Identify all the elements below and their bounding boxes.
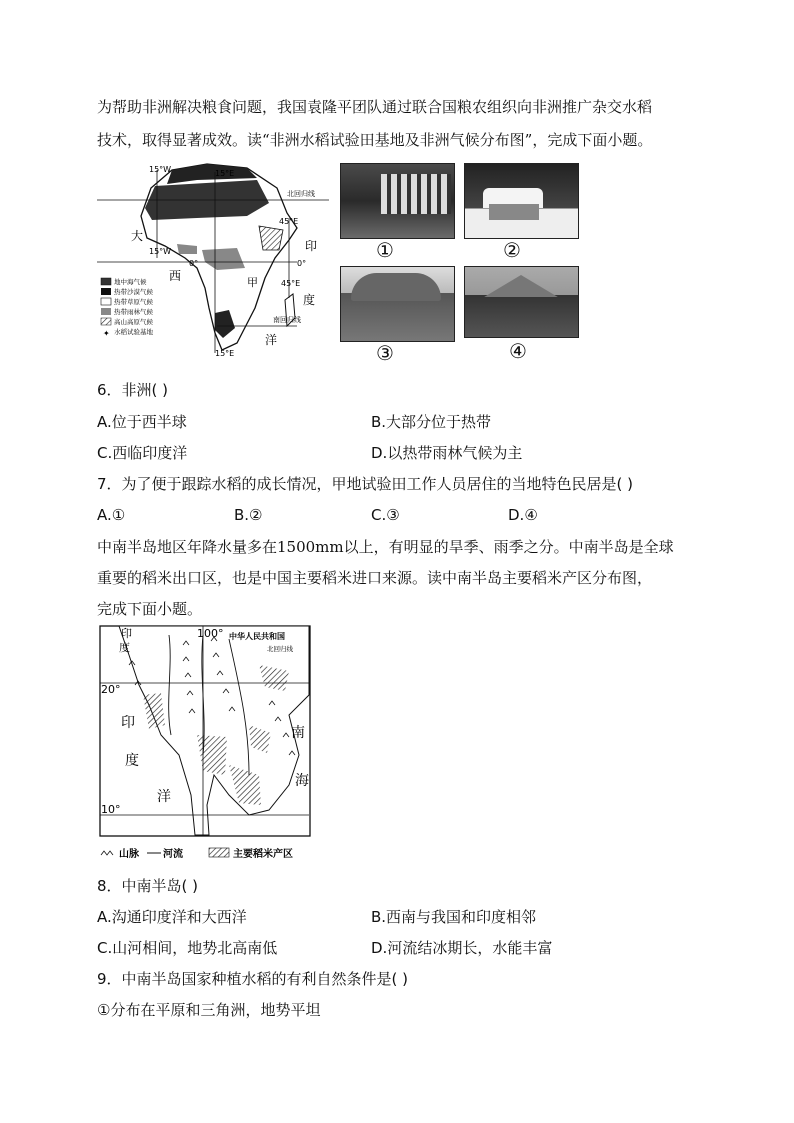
legend-savanna: 热带草原气候 — [114, 298, 153, 306]
intro2-line-2: 重要的稻米出口区，也是中国主要稻米进口来源。读中南半岛主要稻米产区分布图， — [97, 569, 653, 587]
q9-item-1: ①分布在平原和三角洲，地势平坦 — [97, 1001, 321, 1019]
ocean-yin-2: 印 — [121, 715, 135, 731]
tropic-n-label: 北回归线 — [287, 190, 315, 198]
legend-rainforest: 热带雨林气候 — [114, 308, 153, 316]
photo-label-4: ④ — [509, 339, 527, 363]
tropic-label-sea: 北回归线 — [267, 645, 293, 653]
china-label: 中华人民共和国 — [229, 632, 285, 641]
sea-hai: 海 — [295, 773, 309, 789]
q7-stem: 7．为了便于跟踪水稻的成长情况，甲地试验田工作人员居住的当地特色民居是( ) — [97, 475, 634, 493]
equator-left: 0° — [189, 259, 199, 268]
legend-river: 河流 — [163, 849, 183, 860]
q8-option-d[interactable]: D.河流结冰期长，水能丰富 — [371, 939, 553, 957]
legend-desert: 热带沙漠气候 — [114, 288, 153, 296]
lat-20-label: 20° — [101, 683, 121, 696]
photo-2-snow-house — [464, 163, 579, 239]
jia-label: 甲 — [247, 276, 258, 289]
lon-100-label: 100° — [197, 627, 224, 640]
lon-15e-top: 15°E — [215, 169, 235, 178]
photo-4-stilt-house — [464, 266, 579, 338]
q6-option-d[interactable]: D.以热带雨林气候为主 — [371, 444, 523, 462]
india-yin: 印 — [121, 627, 132, 640]
equator-right: 0° — [297, 259, 307, 268]
africa-climate-map — [97, 158, 329, 358]
india-du: 度 — [119, 641, 130, 654]
q7-option-c[interactable]: C.③ — [371, 506, 400, 524]
q7-option-b[interactable]: B.② — [234, 506, 263, 524]
intro2-line-1: 中南半岛地区年降水量多在1500mm以上，有明显的旱季、雨季之分。中南半岛是全球 — [97, 538, 674, 556]
q7-option-a[interactable]: A.① — [97, 506, 126, 524]
ocean-yin: 印 — [305, 239, 318, 253]
ocean-du: 度 — [303, 293, 316, 307]
sea-nan: 南 — [291, 725, 305, 741]
intro-line-2: 技术，取得显著成效。读“非洲水稻试验田基地及非洲气候分布图”，完成下面小题。 — [97, 131, 653, 149]
intro-line-1: 为帮助非洲解决粮食问题，我国袁隆平团队通过联合国粮农组织向非洲推广杂交水稻 — [97, 98, 653, 116]
lon-15w-top: 15°W — [149, 165, 172, 174]
legend-highland: 高山高原气候 — [114, 318, 153, 326]
legend-rice: 主要稻米产区 — [233, 849, 293, 860]
q8-stem: 8．中南半岛( ) — [97, 877, 199, 895]
q7-option-d[interactable]: D.④ — [508, 506, 538, 524]
ocean-da: 大 — [131, 229, 144, 243]
africa-legend — [101, 277, 154, 338]
legend-rice-base: 水稻试验基地 — [114, 328, 153, 336]
q8-option-a[interactable]: A.沟通印度洋和大西洋 — [97, 908, 247, 926]
photo-1-water-town — [340, 163, 455, 239]
tropic-s-label: 南回归线 — [273, 316, 301, 324]
q9-stem: 9．中南半岛国家种植水稻的有利自然条件是( ) — [97, 970, 409, 988]
ocean-du-2: 度 — [125, 753, 139, 769]
indochina-legend — [101, 847, 293, 860]
q6-option-b[interactable]: B.大部分位于热带 — [371, 413, 492, 431]
intro2-line-3: 完成下面小题。 — [97, 600, 203, 618]
legend-mountain: 山脉 — [119, 849, 139, 860]
q6-stem: 6．非洲( ) — [97, 381, 169, 399]
photo-label-3: ③ — [376, 341, 394, 365]
photo-3-grass-hut — [340, 266, 455, 342]
ocean-xi: 西 — [169, 269, 182, 283]
lon-15e-bot: 15°E — [215, 349, 235, 358]
ocean-yang-2: 洋 — [157, 789, 171, 805]
lon-45e-label: 45°E — [279, 217, 299, 226]
svg-text:✦: ✦ — [103, 329, 110, 338]
lon-45e-b: 45°E — [281, 279, 301, 288]
legend-mediterranean: 地中海气候 — [114, 278, 147, 286]
photo-label-2: ② — [503, 238, 521, 262]
lat-10-label: 10° — [101, 803, 121, 816]
q6-option-c[interactable]: C.西临印度洋 — [97, 444, 188, 462]
indochina-rice-map — [99, 625, 315, 861]
q6-option-a[interactable]: A.位于西半球 — [97, 413, 187, 431]
q8-option-b[interactable]: B.西南与我国和印度相邻 — [371, 908, 537, 926]
photo-label-1: ① — [376, 238, 394, 262]
q8-option-c[interactable]: C.山河相间，地势北高南低 — [97, 939, 278, 957]
ocean-yang: 洋 — [265, 333, 278, 347]
lon-15w-bot: 15°W — [149, 247, 172, 256]
